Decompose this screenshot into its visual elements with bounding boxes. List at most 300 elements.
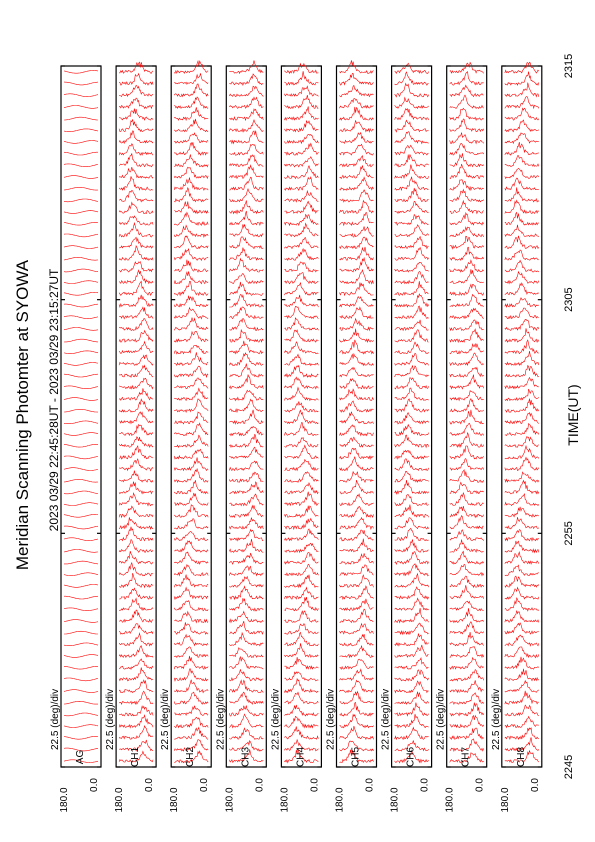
trace-line <box>174 142 208 155</box>
y-tick-max: 180.0 <box>279 787 291 813</box>
trace-line <box>119 295 153 307</box>
trace-line <box>340 165 374 178</box>
trace-line <box>174 308 208 319</box>
trace-line <box>505 308 539 319</box>
trace-line <box>450 576 484 587</box>
trace-line <box>174 133 208 143</box>
trace-line <box>505 83 539 97</box>
trace-line <box>395 480 429 494</box>
trace-line <box>229 553 263 564</box>
trace-line <box>119 119 153 131</box>
trace-line <box>119 378 153 388</box>
trace-line <box>64 701 98 704</box>
trace-line <box>119 659 153 669</box>
trace-line <box>229 353 263 366</box>
trace-line <box>119 388 153 400</box>
channel-label: CH8 <box>515 746 527 768</box>
trace-line <box>450 320 484 331</box>
trace-line <box>64 234 98 237</box>
trace-line <box>119 715 153 727</box>
trace-line <box>450 410 484 424</box>
trace-line <box>64 643 98 646</box>
trace-line <box>450 601 484 610</box>
trace-line <box>174 692 208 704</box>
trace-line <box>119 74 153 86</box>
trace-line <box>395 471 429 482</box>
trace-line <box>395 587 429 599</box>
trace-line <box>64 596 98 599</box>
trace-line <box>450 703 484 716</box>
trace-line <box>284 588 318 600</box>
trace-line <box>340 319 374 331</box>
trace-line <box>284 354 318 365</box>
trace-line <box>174 178 208 191</box>
trace-line <box>229 189 263 202</box>
trace-line <box>284 106 318 120</box>
trace-line <box>64 269 98 272</box>
trace-line <box>229 669 263 681</box>
trace-line <box>229 472 263 482</box>
trace-line <box>284 575 318 588</box>
trace-line <box>450 716 484 728</box>
trace-line <box>119 506 153 517</box>
trace-line <box>119 307 153 318</box>
trace-line <box>229 505 263 517</box>
trace-line <box>64 631 98 634</box>
trace-line <box>229 427 263 436</box>
trace-line <box>340 539 374 552</box>
trace-line <box>505 657 539 669</box>
trace-line <box>284 215 318 226</box>
trace-line <box>395 120 429 132</box>
trace-line <box>64 117 98 120</box>
trace-line <box>284 144 318 156</box>
trace-line <box>395 552 429 565</box>
trace-line <box>64 514 98 517</box>
trace-line <box>505 611 539 623</box>
trace-line <box>450 119 484 132</box>
y-tick-max: 180.0 <box>389 787 401 813</box>
panel-7 <box>381 63 432 812</box>
trace-line <box>284 460 318 471</box>
trace-line <box>340 659 374 669</box>
x-tick-label: 2245 <box>563 754 575 780</box>
trace-line <box>119 98 153 108</box>
trace-line <box>119 281 153 295</box>
trace-line <box>174 296 208 307</box>
trace-line <box>119 331 153 343</box>
trace-line <box>119 646 153 658</box>
trace-line <box>284 157 318 167</box>
trace-line <box>229 259 263 272</box>
trace-line <box>340 575 374 587</box>
trace-line <box>395 306 429 319</box>
trace-line <box>340 437 374 447</box>
trace-line <box>229 461 263 470</box>
trace-line <box>174 541 208 552</box>
panel-frame <box>447 66 487 767</box>
trace-line <box>340 494 374 505</box>
trace-line <box>174 480 208 494</box>
trace-line <box>505 108 539 120</box>
trace-line <box>64 106 98 109</box>
trace-line <box>505 635 539 646</box>
trace-line <box>119 262 153 272</box>
trace-line <box>450 180 484 190</box>
panel-4 <box>215 60 266 812</box>
trace-line <box>64 386 98 389</box>
trace-line <box>505 272 539 284</box>
panel-9 <box>491 62 542 812</box>
panel-5 <box>270 64 321 813</box>
trace-line <box>174 119 208 132</box>
trace-line <box>450 108 484 120</box>
trace-line <box>340 530 374 541</box>
trace-line <box>284 472 318 483</box>
trace-line <box>284 483 318 494</box>
trace-line <box>340 329 374 342</box>
trace-line <box>450 391 484 401</box>
trace-line <box>340 565 374 576</box>
trace-line <box>340 634 374 646</box>
trace-line <box>174 601 208 611</box>
trace-line <box>64 129 98 132</box>
trace-line <box>505 250 539 260</box>
trace-line <box>174 612 208 623</box>
trace-line <box>450 72 484 85</box>
trace-line <box>395 714 429 728</box>
trace-line <box>174 505 208 518</box>
trace-line <box>64 444 98 447</box>
trace-line <box>174 399 208 412</box>
trace-line <box>395 505 429 518</box>
trace-line <box>505 437 539 448</box>
trace-line <box>505 598 539 611</box>
trace-line <box>64 351 98 354</box>
trace-line <box>395 237 429 249</box>
trace-line <box>395 645 429 657</box>
trace-line <box>229 131 263 144</box>
trace-line <box>119 493 153 506</box>
trace-line <box>340 506 374 517</box>
trace-line <box>174 188 208 202</box>
trace-line <box>505 588 539 600</box>
trace-line <box>64 736 98 739</box>
trace-line <box>229 274 263 284</box>
trace-line <box>64 257 98 260</box>
trace-line <box>450 284 484 295</box>
trace-line <box>450 133 484 144</box>
trace-line <box>174 449 208 459</box>
trace-line <box>395 634 429 646</box>
trace-line <box>174 73 208 84</box>
trace-line <box>340 518 374 530</box>
trace-line <box>119 366 153 378</box>
trace-line <box>64 374 98 377</box>
trace-line <box>505 413 539 424</box>
trace-line <box>64 538 98 541</box>
trace-line <box>505 213 539 226</box>
y-tick-min: 0.0 <box>254 778 266 792</box>
y-tick-max: 180.0 <box>224 787 236 813</box>
trace-line <box>340 177 374 190</box>
trace-line <box>284 679 318 693</box>
trace-line <box>229 86 263 96</box>
trace-line <box>229 530 263 541</box>
trace-line <box>64 152 98 155</box>
trace-line <box>450 540 484 553</box>
trace-line <box>174 388 208 400</box>
trace-line <box>174 366 208 377</box>
trace-line <box>174 271 208 283</box>
trace-line <box>450 190 484 202</box>
trace-line <box>64 339 98 342</box>
trace-line <box>395 72 429 85</box>
trace-line <box>340 389 374 400</box>
trace-line <box>119 109 153 120</box>
trace-line <box>284 238 318 249</box>
trace-line <box>284 377 318 389</box>
trace-line <box>64 409 98 412</box>
trace-line <box>119 517 153 529</box>
trace-line <box>395 281 429 295</box>
trace-line <box>64 608 98 611</box>
trace-line <box>505 366 539 377</box>
trace-line <box>284 423 318 436</box>
trace-line <box>229 390 263 400</box>
scale-label: 22.5 (deg)/div <box>215 688 227 750</box>
trace-line <box>395 201 429 213</box>
trace-line <box>174 565 208 576</box>
trace-line <box>174 656 208 669</box>
scale-label: 22.5 (deg)/div <box>270 688 282 750</box>
trace-line <box>229 74 263 85</box>
panel-2 <box>105 62 156 812</box>
y-tick-min: 0.0 <box>309 778 321 792</box>
trace-line <box>340 133 374 144</box>
trace-line <box>450 295 484 307</box>
trace-line <box>395 564 429 576</box>
channel-label: CH3 <box>240 746 252 768</box>
trace-line <box>119 216 153 225</box>
trace-line <box>119 726 153 739</box>
chart-title: Meridian Scanning Photomter at SYOWA <box>13 259 32 571</box>
scale-label: 22.5 (deg)/div <box>160 688 172 750</box>
trace-line <box>119 551 153 564</box>
panel-frame <box>281 66 321 767</box>
trace-line <box>450 632 484 646</box>
channel-label: CH7 <box>460 746 472 768</box>
trace-line <box>174 225 208 237</box>
trace-line <box>450 564 484 575</box>
trace-line <box>174 669 208 681</box>
trace-line <box>450 585 484 599</box>
trace-line <box>395 330 429 342</box>
trace-line <box>395 165 429 179</box>
trace-line <box>64 176 98 179</box>
panel-frame <box>116 66 156 767</box>
trace-line <box>119 573 153 587</box>
trace-line <box>284 716 318 727</box>
trace-line <box>174 706 208 716</box>
trace-line <box>505 133 539 143</box>
trace-line <box>64 550 98 553</box>
trace-line <box>229 482 263 494</box>
trace-line <box>174 728 208 740</box>
trace-line <box>119 668 153 681</box>
trace-line <box>174 635 208 646</box>
trace-line <box>450 95 484 108</box>
y-tick-min: 0.0 <box>144 778 156 792</box>
trace-line <box>395 215 429 226</box>
trace-line <box>505 319 539 330</box>
x-tick-label: 2305 <box>563 287 575 312</box>
trace-line <box>64 678 98 681</box>
trace-line <box>340 201 374 214</box>
trace-line <box>450 63 484 74</box>
trace-line <box>450 213 484 225</box>
panel-frame <box>337 66 377 767</box>
trace-line <box>284 632 318 645</box>
trace-line <box>505 72 539 86</box>
channel-label: CH5 <box>350 746 362 768</box>
scale-label: 22.5 (deg)/div <box>380 688 392 750</box>
trace-line <box>64 713 98 716</box>
trace-line <box>229 120 263 132</box>
trace-line <box>450 670 484 681</box>
x-tick-label: 2315 <box>563 53 575 79</box>
trace-line <box>395 435 429 447</box>
trace-line <box>119 144 153 156</box>
trace-line <box>229 633 263 646</box>
trace-line <box>284 388 318 401</box>
trace-line <box>340 73 374 85</box>
trace-line <box>340 368 374 377</box>
trace-line <box>395 598 429 610</box>
trace-line <box>119 176 153 190</box>
trace-line <box>450 423 484 435</box>
trace-line <box>119 270 153 283</box>
y-tick-max: 180.0 <box>114 787 126 813</box>
trace-line <box>340 715 374 728</box>
trace-line <box>284 64 318 74</box>
trace-line <box>505 378 539 389</box>
trace-line <box>450 368 484 378</box>
trace-line <box>174 84 208 97</box>
trace-line <box>174 61 208 73</box>
trace-line <box>505 446 539 459</box>
trace-line <box>395 294 429 307</box>
trace-line <box>505 142 539 155</box>
trace-line <box>119 62 153 73</box>
y-tick-max: 180.0 <box>59 787 70 813</box>
trace-line <box>229 155 263 167</box>
trace-line <box>284 249 318 260</box>
trace-line <box>450 680 484 692</box>
scale-label: 22.5 (deg)/div <box>105 688 117 750</box>
trace-line <box>505 340 539 354</box>
trace-line <box>450 201 484 214</box>
trace-line <box>450 375 484 389</box>
trace-line <box>64 655 98 658</box>
trace-line <box>174 154 208 166</box>
trace-line <box>340 379 374 389</box>
trace-line <box>64 433 98 436</box>
trace-line <box>64 141 98 144</box>
trace-line <box>64 316 98 319</box>
trace-line <box>284 95 318 108</box>
trace-line <box>64 328 98 331</box>
trace-line <box>119 246 153 260</box>
trace-line <box>395 413 429 424</box>
trace-line <box>340 448 374 459</box>
trace-line <box>229 706 263 717</box>
y-tick-max: 180.0 <box>444 787 456 813</box>
trace-line <box>229 319 263 331</box>
trace-line <box>395 262 429 272</box>
trace-line <box>174 213 208 226</box>
trace-line <box>450 164 484 179</box>
trace-line <box>395 225 429 237</box>
trace-line <box>284 201 318 213</box>
trace-line <box>284 366 318 378</box>
trace-line <box>395 450 429 458</box>
trace-line <box>119 563 153 576</box>
trace-line <box>450 353 484 365</box>
trace-line <box>340 86 374 97</box>
trace-line <box>450 506 484 517</box>
channel-label: AG <box>75 749 86 765</box>
trace-line <box>229 60 263 73</box>
trace-line <box>395 177 429 190</box>
trace-line <box>395 109 429 120</box>
trace-line <box>174 107 208 120</box>
trace-line <box>119 633 153 646</box>
trace-line <box>229 612 263 623</box>
trace-line <box>174 435 208 447</box>
trace-line <box>450 433 484 448</box>
trace-line <box>64 526 98 529</box>
trace-line <box>174 331 208 342</box>
panel-6 <box>326 60 377 812</box>
trace-line <box>505 351 539 365</box>
trace-line <box>284 727 318 740</box>
trace-line <box>340 213 374 226</box>
trace-line <box>174 345 208 354</box>
trace-line <box>229 399 263 412</box>
trace-line <box>450 728 484 739</box>
trace-line <box>340 270 374 284</box>
trace-line <box>284 506 318 518</box>
y-tick-max: 180.0 <box>334 787 346 813</box>
trace-line <box>64 456 98 459</box>
trace-line <box>284 121 318 132</box>
channel-label: CH6 <box>405 746 417 768</box>
trace-line <box>395 145 429 155</box>
trace-line <box>174 588 208 600</box>
trace-line <box>64 281 98 284</box>
trace-line <box>450 493 484 506</box>
trace-line <box>395 459 429 471</box>
trace-line <box>119 459 153 471</box>
trace-line <box>119 319 153 331</box>
trace-line <box>119 425 153 436</box>
trace-line <box>119 190 153 201</box>
trace-line <box>450 693 484 704</box>
trace-line <box>119 167 153 178</box>
trace-line <box>119 706 153 716</box>
trace-line <box>64 292 98 295</box>
